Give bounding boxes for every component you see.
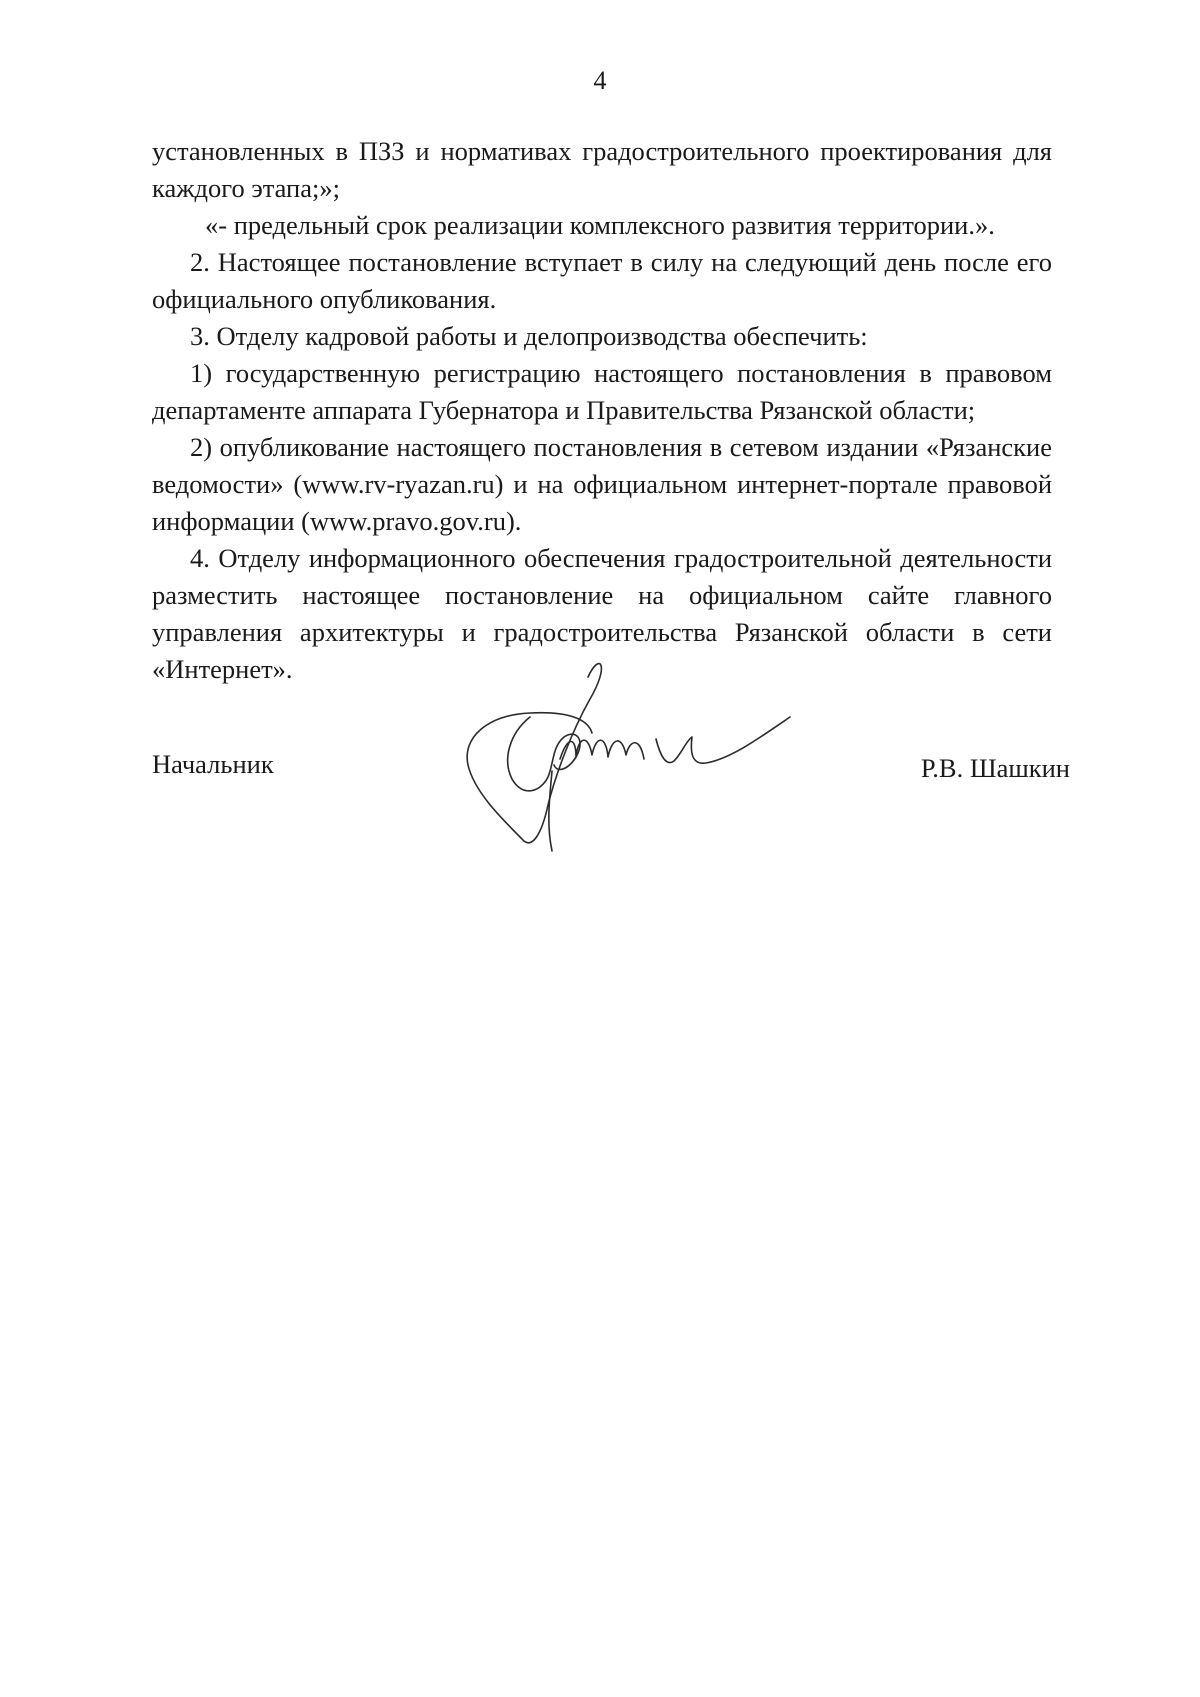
signatory-name: Р.В. Шашкин xyxy=(920,753,1070,783)
signature-stroke-loop xyxy=(467,664,601,843)
page-number: 4 xyxy=(593,66,607,95)
paragraph-item-4: 4. Отделу информационного обеспечения градостроительной деятельности разместить настоящее постановление на официальном сайте главного управления архитектуры и градостроительства Рязанской области в сети «Интернет». xyxy=(152,543,1052,684)
signatory-position: Начальник xyxy=(152,749,274,779)
signature-stroke-tail xyxy=(656,717,790,763)
signature-stroke-capital xyxy=(508,717,580,791)
paragraph-item-2: 2. Настоящее постановление вступает в силу на следующий день после его официального опубликования. xyxy=(152,247,1052,314)
paragraph-subitem-2: 2) опубликование настоящего постановления в сетевом издании «Рязанские ведомости» (www.rv-ryazan.ru) и на официальном интернет-портале правовой информации (www.pravo.gov.ru). xyxy=(152,432,1052,536)
paragraph-subitem-1: 1) государственную регистрацию настоящего постановления в правовом департаменте аппарата Губернатора и Правительства Рязанской области; xyxy=(152,358,1052,425)
signature-stroke-humps xyxy=(560,740,644,759)
paragraph-continuation: установленных в ПЗЗ и нормативах градостроительного проектирования для каждого этапа;»; xyxy=(152,136,1052,203)
paragraph-item-3: 3. Отделу кадровой работы и делопроизводства обеспечить: xyxy=(190,321,868,351)
paragraph-quote-deadline: «- предельный срок реализации комплексного развития территории.». xyxy=(205,210,995,240)
handwritten-signature-icon xyxy=(460,655,850,865)
document-body xyxy=(152,133,1052,688)
signature-stroke-descender xyxy=(549,771,552,851)
